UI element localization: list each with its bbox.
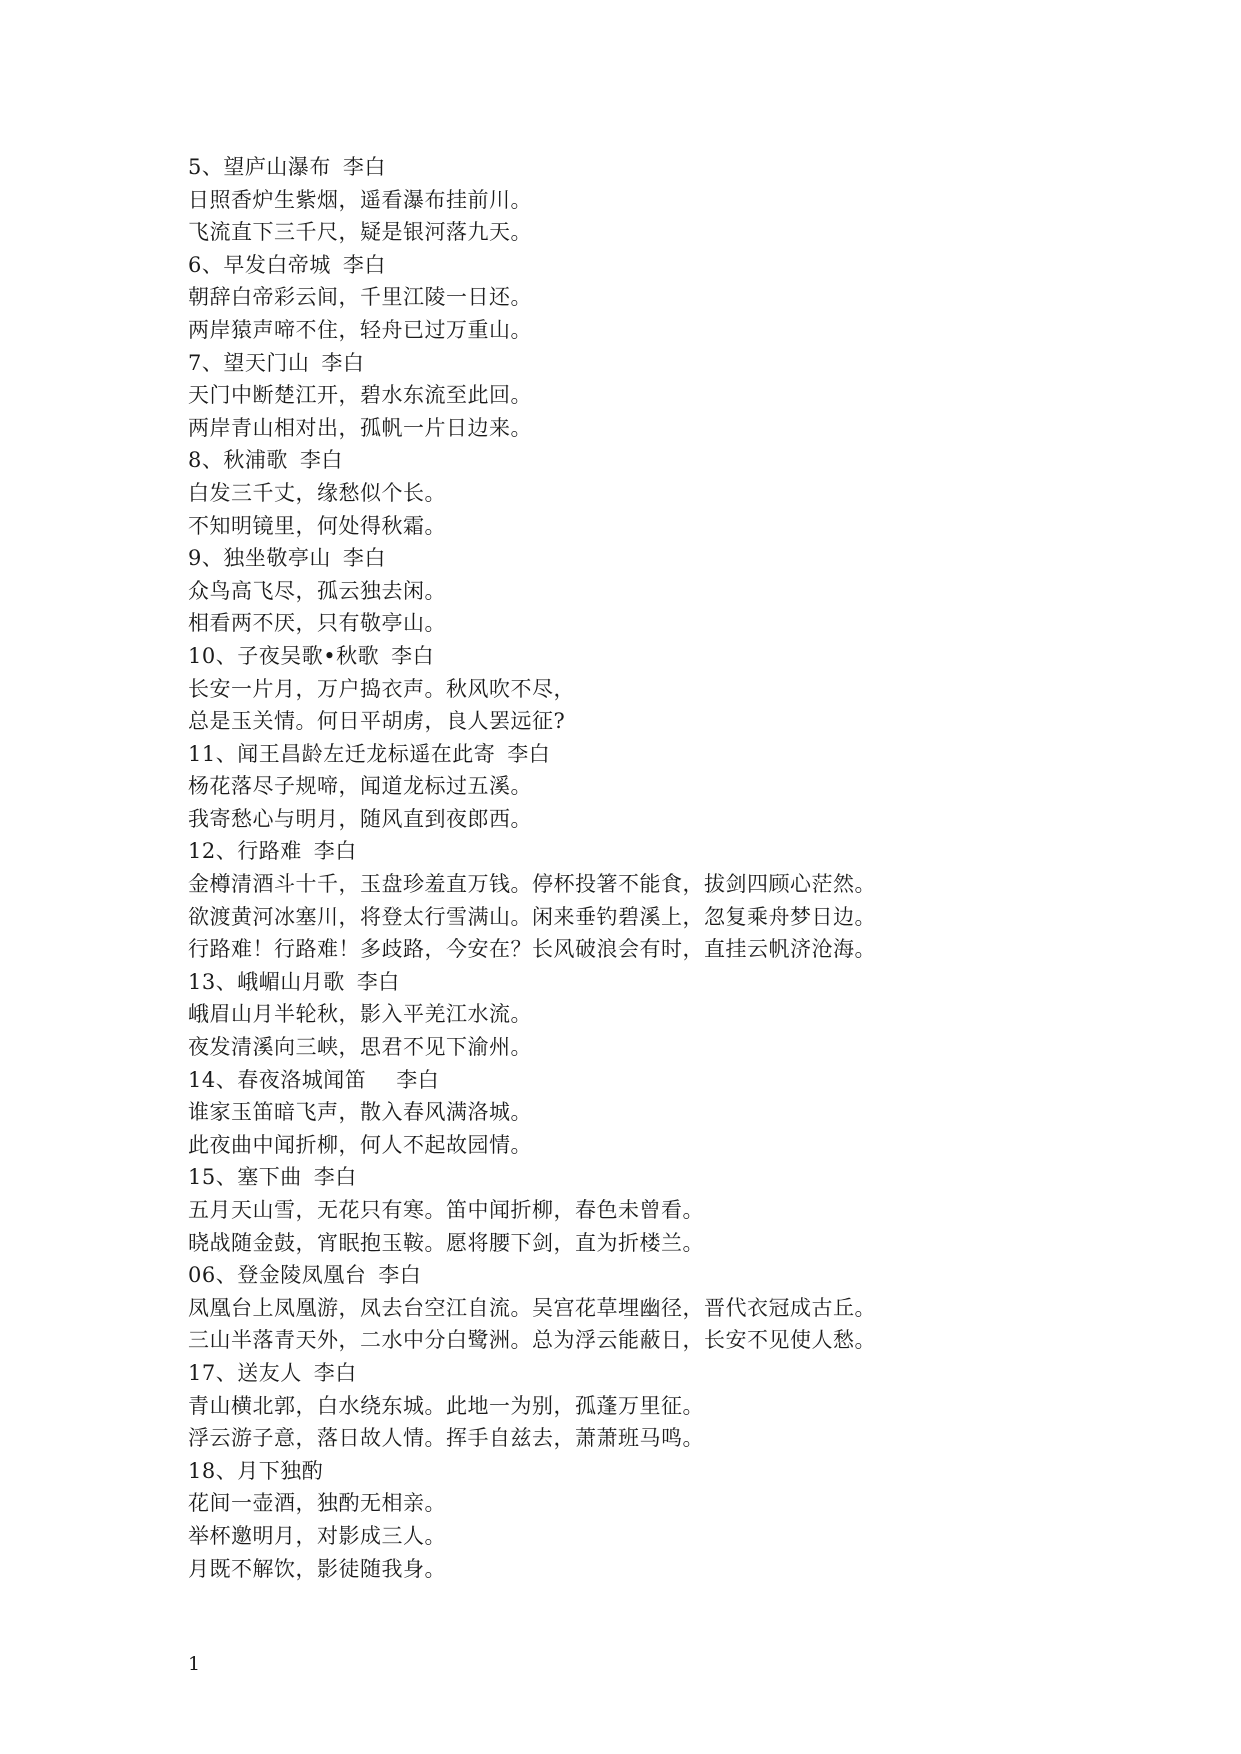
page-number: 1	[188, 1653, 201, 1675]
poem-line: 金樽清酒斗十千，玉盘珍羞直万钱。停杯投箸不能食，拔剑四顾心茫然。	[188, 872, 876, 897]
poem-title-line	[188, 542, 1168, 575]
poem-block	[188, 835, 1168, 965]
poem-author: 李白	[396, 1067, 440, 1092]
poem-block	[188, 640, 1168, 738]
poem-title-line	[188, 1455, 1168, 1488]
poem-title-line	[188, 966, 1168, 999]
poem-author: 李白	[313, 1360, 357, 1385]
poem-block	[188, 542, 1168, 640]
poem-line: 相看两不厌，只有敬亭山。	[188, 611, 446, 636]
poem-line: 三山半落青天外，二水中分白鹭洲。总为浮云能蔽日，长安不见使人愁。	[188, 1328, 876, 1353]
poem-line: 此夜曲中闻折柳，何人不起故园情。	[188, 1132, 532, 1157]
poem-block	[188, 444, 1168, 542]
poem-title-line	[188, 249, 1168, 282]
poem-title: 18、月下独酌	[188, 1458, 324, 1483]
poem-title: 17、送友人	[188, 1360, 302, 1385]
poem-title: 13、峨嵋山月歌	[188, 969, 345, 994]
poem-block	[188, 1455, 1168, 1585]
poem-line: 青山横北郭，白水绕东城。此地一为别，孤蓬万里征。	[188, 1393, 704, 1418]
poem-author: 李白	[391, 643, 435, 668]
poem-line: 飞流直下三千尺，疑是银河落九天。	[188, 220, 532, 245]
poem-line: 不知明镜里，何处得秋霜。	[188, 513, 446, 538]
poem-line: 谁家玉笛暗飞声，散入春风满洛城。	[188, 1100, 532, 1125]
poem-line: 晓战随金鼓，宵眠抱玉鞍。愿将腰下剑，直为折楼兰。	[188, 1230, 704, 1255]
poem-author: 李白	[321, 350, 365, 375]
poem-title: 11、闻王昌龄左迁龙标遥在此寄	[188, 741, 496, 766]
poem-block	[188, 1259, 1168, 1357]
poem-line: 举杯邀明月，对影成三人。	[188, 1523, 446, 1548]
poem-title-line	[188, 640, 1168, 673]
poem-line: 夜发清溪向三峡，思君不见下渝州。	[188, 1035, 532, 1060]
poem-author: 李白	[299, 448, 343, 473]
poem-title-line	[188, 738, 1168, 771]
poem-line: 两岸青山相对出，孤帆一片日边来。	[188, 415, 532, 440]
poem-block	[188, 347, 1168, 445]
poem-line: 两岸猿声啼不住，轻舟已过万重山。	[188, 317, 532, 342]
poem-title-line	[188, 347, 1168, 380]
poem-block	[188, 249, 1168, 347]
poem-line: 凤凰台上凤凰游，凤去台空江自流。吴宫花草埋幽径，晋代衣冠成古丘。	[188, 1295, 876, 1320]
poem-title-line	[188, 1357, 1168, 1390]
poem-line: 长安一片月，万户捣衣声。秋风吹不尽，	[188, 676, 575, 701]
poem-title: 06、登金陵凤凰台	[188, 1263, 367, 1288]
poem-line: 杨花落尽子规啼，闻道龙标过五溪。	[188, 774, 532, 799]
poem-title: 9、独坐敬亭山	[188, 546, 331, 571]
poem-title-line	[188, 835, 1168, 868]
poem-line: 五月天山雪，无花只有寒。笛中闻折柳，春色未曾看。	[188, 1198, 704, 1222]
poem-title-line	[188, 1259, 1168, 1292]
poem-title-line	[188, 1161, 1168, 1194]
poem-line: 众鸟高飞尽，孤云独去闲。	[188, 578, 446, 603]
poem-line: 日照香炉生紫烟，遥看瀑布挂前川。	[188, 187, 532, 212]
poem-block	[188, 151, 1168, 249]
poem-title: 10、子夜吴歌•秋歌	[188, 643, 380, 668]
poem-title: 12、行路难	[188, 839, 302, 864]
poem-author: 李白	[342, 546, 386, 571]
poem-line: 白发三千丈，缘愁似个长。	[188, 480, 446, 505]
poem-line: 峨眉山月半轮秋，影入平羌江水流。	[188, 1002, 532, 1027]
poem-author: 李白	[356, 969, 400, 994]
poem-line: 欲渡黄河冰塞川，将登太行雪满山。闲来垂钓碧溪上，忽复乘舟梦日边。	[188, 904, 876, 929]
poem-line: 天门中断楚江开，碧水东流至此回。	[188, 383, 532, 408]
poem-title: 14、春夜洛城闻笛	[188, 1067, 367, 1092]
poem-author: 李白	[313, 1165, 357, 1190]
poem-title: 8、秋浦歌	[188, 448, 288, 473]
poem-author: 李白	[342, 155, 386, 179]
poem-block	[188, 966, 1168, 1064]
poem-title-line	[188, 1064, 1168, 1097]
poem-line: 行路难！行路难！多歧路，今安在？长风破浪会有时，直挂云帆济沧海。	[188, 937, 876, 962]
poem-block	[188, 1357, 1168, 1455]
poem-block	[188, 738, 1168, 836]
poem-list	[188, 151, 1168, 1585]
poem-block	[188, 1161, 1168, 1259]
poem-title-line	[188, 151, 1168, 184]
poem-author: 李白	[342, 252, 386, 277]
poem-title: 7、望天门山	[188, 350, 310, 375]
poem-title: 15、塞下曲	[188, 1165, 302, 1190]
poem-line: 月既不解饮，影徒随我身。	[188, 1556, 446, 1581]
poem-block	[188, 1064, 1168, 1162]
poem-line: 朝辞白帝彩云间，千里江陵一日还。	[188, 285, 532, 310]
poem-title: 6、早发白帝城	[188, 252, 331, 277]
poem-line: 浮云游子意，落日故人情。挥手自兹去，萧萧班马鸣。	[188, 1426, 704, 1451]
poem-author: 李白	[378, 1263, 422, 1288]
poem-author: 李白	[507, 741, 551, 766]
poem-line: 总是玉关情。何日平胡虏，良人罢远征?	[188, 709, 566, 734]
poem-line: 我寄愁心与明月，随风直到夜郎西。	[188, 806, 532, 831]
poem-title: 5、望庐山瀑布	[188, 155, 331, 179]
poem-line: 花间一壶酒，独酌无相亲。	[188, 1491, 446, 1516]
poem-title-line	[188, 444, 1168, 477]
poem-author: 李白	[313, 839, 357, 864]
